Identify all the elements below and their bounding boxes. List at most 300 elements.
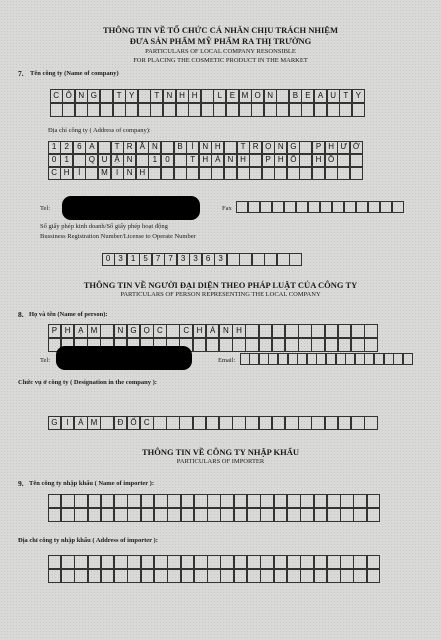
char-cell[interactable]: [353, 569, 367, 583]
char-cell[interactable]: H: [199, 154, 212, 167]
char-cell[interactable]: [314, 103, 327, 117]
char-cell[interactable]: [296, 201, 308, 213]
char-cell[interactable]: Í: [73, 167, 86, 180]
char-cell[interactable]: [101, 555, 115, 569]
char-cell[interactable]: [245, 338, 259, 352]
char-cell[interactable]: Ố: [287, 154, 300, 167]
char-cell[interactable]: À: [211, 154, 224, 167]
char-cell[interactable]: Ồ: [325, 154, 338, 167]
char-cell[interactable]: T: [113, 89, 126, 103]
importer-address-grid[interactable]: [48, 555, 380, 583]
char-cell[interactable]: [232, 416, 246, 430]
char-cell[interactable]: [299, 154, 312, 167]
char-cell[interactable]: [174, 167, 187, 180]
char-cell[interactable]: Ố: [127, 416, 141, 430]
char-cell[interactable]: [113, 103, 126, 117]
char-cell[interactable]: [300, 494, 314, 508]
char-cell[interactable]: [297, 353, 307, 365]
char-cell[interactable]: G: [48, 416, 62, 430]
char-cell[interactable]: [368, 201, 380, 213]
char-cell[interactable]: N: [199, 141, 212, 154]
char-cell[interactable]: [127, 508, 141, 522]
char-cell[interactable]: [213, 103, 226, 117]
char-cell[interactable]: N: [114, 324, 128, 338]
char-cell[interactable]: [181, 569, 195, 583]
char-cell[interactable]: [174, 154, 187, 167]
char-cell[interactable]: [344, 201, 356, 213]
char-cell[interactable]: [201, 103, 214, 117]
char-cell[interactable]: [239, 253, 252, 266]
char-cell[interactable]: [245, 324, 259, 338]
char-cell[interactable]: [272, 324, 286, 338]
char-cell[interactable]: Ạ: [74, 324, 88, 338]
char-cell[interactable]: [88, 555, 102, 569]
char-cell[interactable]: [325, 416, 339, 430]
char-cell[interactable]: [127, 494, 141, 508]
char-cell[interactable]: [351, 324, 365, 338]
char-cell[interactable]: 0: [48, 154, 61, 167]
char-cell[interactable]: H: [136, 167, 149, 180]
char-cell[interactable]: [312, 167, 325, 180]
char-cell[interactable]: M: [98, 167, 111, 180]
char-cell[interactable]: [351, 416, 365, 430]
char-cell[interactable]: [154, 555, 168, 569]
char-cell[interactable]: [237, 167, 250, 180]
char-cell[interactable]: [207, 555, 221, 569]
char-cell[interactable]: 1: [48, 141, 61, 154]
char-cell[interactable]: [224, 167, 237, 180]
char-cell[interactable]: [289, 253, 302, 266]
char-cell[interactable]: [274, 167, 287, 180]
char-cell[interactable]: [234, 508, 248, 522]
char-cell[interactable]: [299, 141, 312, 154]
char-cell[interactable]: 3: [214, 253, 227, 266]
char-cell[interactable]: [207, 494, 221, 508]
char-cell[interactable]: T: [186, 154, 199, 167]
char-cell[interactable]: [364, 353, 374, 365]
char-cell[interactable]: [234, 494, 248, 508]
char-cell[interactable]: [136, 154, 149, 167]
char-cell[interactable]: [154, 508, 168, 522]
char-cell[interactable]: [154, 569, 168, 583]
char-cell[interactable]: [353, 494, 367, 508]
char-cell[interactable]: [100, 416, 114, 430]
char-cell[interactable]: [239, 103, 252, 117]
char-cell[interactable]: [374, 353, 384, 365]
char-cell[interactable]: [74, 494, 88, 508]
char-cell[interactable]: N: [123, 167, 136, 180]
char-cell[interactable]: [259, 338, 273, 352]
char-cell[interactable]: [87, 103, 100, 117]
char-cell[interactable]: Ờ: [350, 141, 363, 154]
char-cell[interactable]: [224, 141, 237, 154]
char-cell[interactable]: P: [262, 154, 275, 167]
char-cell[interactable]: [207, 569, 221, 583]
char-cell[interactable]: [298, 416, 312, 430]
char-cell[interactable]: [285, 324, 299, 338]
char-cell[interactable]: [260, 555, 274, 569]
char-cell[interactable]: L: [213, 89, 226, 103]
char-cell[interactable]: 1: [127, 253, 140, 266]
char-cell[interactable]: [320, 201, 332, 213]
char-cell[interactable]: [61, 555, 75, 569]
char-cell[interactable]: [100, 89, 113, 103]
char-cell[interactable]: [355, 353, 365, 365]
char-cell[interactable]: [350, 154, 363, 167]
char-cell[interactable]: [327, 494, 341, 508]
char-cell[interactable]: [75, 103, 88, 117]
char-cell[interactable]: M: [239, 89, 252, 103]
char-cell[interactable]: 1: [148, 154, 161, 167]
char-cell[interactable]: [276, 103, 289, 117]
char-cell[interactable]: N: [148, 141, 161, 154]
char-cell[interactable]: [351, 338, 365, 352]
char-cell[interactable]: [61, 494, 75, 508]
char-cell[interactable]: [350, 167, 363, 180]
char-cell[interactable]: T: [150, 89, 163, 103]
char-cell[interactable]: [325, 324, 339, 338]
char-cell[interactable]: G: [287, 141, 300, 154]
char-cell[interactable]: O: [251, 89, 264, 103]
char-cell[interactable]: [219, 416, 233, 430]
char-cell[interactable]: [272, 338, 286, 352]
char-cell[interactable]: N: [264, 89, 277, 103]
company-name-grid[interactable]: [50, 89, 365, 117]
char-cell[interactable]: [278, 353, 288, 365]
char-cell[interactable]: [274, 569, 288, 583]
char-cell[interactable]: [220, 569, 234, 583]
char-cell[interactable]: [181, 555, 195, 569]
char-cell[interactable]: [114, 569, 128, 583]
char-cell[interactable]: [289, 103, 302, 117]
char-cell[interactable]: A: [314, 89, 327, 103]
char-cell[interactable]: [201, 89, 214, 103]
char-cell[interactable]: [247, 569, 261, 583]
char-cell[interactable]: [100, 103, 113, 117]
char-cell[interactable]: [249, 154, 262, 167]
char-cell[interactable]: [287, 555, 301, 569]
char-cell[interactable]: [141, 569, 155, 583]
char-cell[interactable]: N: [75, 89, 88, 103]
char-cell[interactable]: [308, 201, 320, 213]
char-cell[interactable]: [403, 353, 413, 365]
char-cell[interactable]: [88, 494, 102, 508]
char-cell[interactable]: [226, 103, 239, 117]
char-cell[interactable]: Ì: [186, 141, 199, 154]
char-cell[interactable]: [148, 167, 161, 180]
char-cell[interactable]: [367, 508, 381, 522]
char-cell[interactable]: 0: [161, 154, 174, 167]
char-cell[interactable]: [248, 201, 260, 213]
char-cell[interactable]: [206, 416, 220, 430]
char-cell[interactable]: [380, 201, 392, 213]
char-cell[interactable]: [274, 508, 288, 522]
char-cell[interactable]: [311, 338, 325, 352]
char-cell[interactable]: E: [301, 89, 314, 103]
char-cell[interactable]: [264, 253, 277, 266]
char-cell[interactable]: [101, 508, 115, 522]
char-cell[interactable]: 6: [73, 141, 86, 154]
char-cell[interactable]: M: [87, 324, 101, 338]
char-cell[interactable]: [154, 494, 168, 508]
char-cell[interactable]: [181, 494, 195, 508]
char-cell[interactable]: I: [61, 416, 75, 430]
char-cell[interactable]: [316, 353, 326, 365]
char-cell[interactable]: [300, 569, 314, 583]
char-cell[interactable]: [314, 494, 328, 508]
char-cell[interactable]: U: [98, 154, 111, 167]
char-cell[interactable]: [287, 494, 301, 508]
char-cell[interactable]: [288, 353, 298, 365]
char-cell[interactable]: 3: [114, 253, 127, 266]
char-cell[interactable]: [161, 141, 174, 154]
char-cell[interactable]: [194, 494, 208, 508]
char-cell[interactable]: [325, 338, 339, 352]
char-cell[interactable]: 6: [202, 253, 215, 266]
char-cell[interactable]: G: [127, 324, 141, 338]
char-cell[interactable]: [353, 508, 367, 522]
char-cell[interactable]: [249, 353, 259, 365]
char-cell[interactable]: [301, 103, 314, 117]
char-cell[interactable]: [167, 555, 181, 569]
char-cell[interactable]: [48, 555, 62, 569]
char-cell[interactable]: [193, 416, 207, 430]
char-cell[interactable]: [367, 555, 381, 569]
char-cell[interactable]: [85, 167, 98, 180]
char-cell[interactable]: 7: [152, 253, 165, 266]
char-cell[interactable]: [264, 103, 277, 117]
char-cell[interactable]: [272, 201, 284, 213]
char-cell[interactable]: [338, 416, 352, 430]
char-cell[interactable]: [298, 324, 312, 338]
char-cell[interactable]: [194, 555, 208, 569]
char-cell[interactable]: [332, 201, 344, 213]
char-cell[interactable]: [259, 416, 273, 430]
char-cell[interactable]: [262, 167, 275, 180]
char-cell[interactable]: [232, 338, 246, 352]
char-cell[interactable]: T: [339, 89, 352, 103]
char-cell[interactable]: [125, 103, 138, 117]
char-cell[interactable]: P: [48, 324, 62, 338]
char-cell[interactable]: [98, 141, 111, 154]
char-cell[interactable]: Ầ: [136, 141, 149, 154]
char-cell[interactable]: [299, 167, 312, 180]
char-cell[interactable]: H: [211, 141, 224, 154]
char-cell[interactable]: 3: [177, 253, 190, 266]
char-cell[interactable]: Ô: [62, 89, 75, 103]
char-cell[interactable]: [101, 494, 115, 508]
company-address-grid[interactable]: [48, 141, 363, 180]
char-cell[interactable]: [163, 103, 176, 117]
char-cell[interactable]: [259, 324, 273, 338]
char-cell[interactable]: [74, 569, 88, 583]
char-cell[interactable]: G: [87, 89, 100, 103]
char-cell[interactable]: [88, 508, 102, 522]
char-cell[interactable]: [114, 508, 128, 522]
char-cell[interactable]: R: [249, 141, 262, 154]
char-cell[interactable]: 0: [102, 253, 115, 266]
char-cell[interactable]: [245, 416, 259, 430]
char-cell[interactable]: [285, 338, 299, 352]
char-cell[interactable]: [220, 555, 234, 569]
char-cell[interactable]: [62, 103, 75, 117]
char-cell[interactable]: [194, 508, 208, 522]
char-cell[interactable]: [181, 508, 195, 522]
char-cell[interactable]: [272, 416, 286, 430]
char-cell[interactable]: [345, 353, 355, 365]
char-cell[interactable]: N: [224, 154, 237, 167]
char-cell[interactable]: T: [237, 141, 250, 154]
char-cell[interactable]: [101, 569, 115, 583]
char-cell[interactable]: H: [61, 324, 75, 338]
char-cell[interactable]: N: [219, 324, 233, 338]
char-cell[interactable]: I: [111, 167, 124, 180]
char-cell[interactable]: [307, 353, 317, 365]
char-cell[interactable]: [277, 253, 290, 266]
char-cell[interactable]: [194, 569, 208, 583]
char-cell[interactable]: [327, 103, 340, 117]
char-cell[interactable]: [207, 508, 221, 522]
char-cell[interactable]: Ậ: [111, 154, 124, 167]
char-cell[interactable]: [61, 508, 75, 522]
char-cell[interactable]: H: [188, 89, 201, 103]
char-cell[interactable]: [61, 569, 75, 583]
char-cell[interactable]: [176, 103, 189, 117]
char-cell[interactable]: [340, 569, 354, 583]
char-cell[interactable]: [236, 201, 248, 213]
char-cell[interactable]: [367, 569, 381, 583]
char-cell[interactable]: [284, 201, 296, 213]
char-cell[interactable]: [326, 353, 336, 365]
char-cell[interactable]: Q: [85, 154, 98, 167]
char-cell[interactable]: [314, 508, 328, 522]
char-cell[interactable]: R: [123, 141, 136, 154]
char-cell[interactable]: H: [312, 154, 325, 167]
char-cell[interactable]: [252, 253, 265, 266]
char-cell[interactable]: [338, 338, 352, 352]
char-cell[interactable]: [220, 494, 234, 508]
char-cell[interactable]: N: [163, 89, 176, 103]
char-cell[interactable]: [392, 201, 404, 213]
char-cell[interactable]: [251, 103, 264, 117]
char-cell[interactable]: [260, 201, 272, 213]
license-grid[interactable]: [102, 253, 302, 266]
char-cell[interactable]: [327, 555, 341, 569]
char-cell[interactable]: H: [60, 167, 73, 180]
char-cell[interactable]: [88, 569, 102, 583]
char-cell[interactable]: P: [312, 141, 325, 154]
char-cell[interactable]: [188, 103, 201, 117]
char-cell[interactable]: [73, 154, 86, 167]
char-cell[interactable]: [287, 569, 301, 583]
char-cell[interactable]: [364, 416, 378, 430]
char-cell[interactable]: [274, 494, 288, 508]
char-cell[interactable]: [356, 201, 368, 213]
char-cell[interactable]: [285, 416, 299, 430]
char-cell[interactable]: [276, 89, 289, 103]
char-cell[interactable]: [48, 494, 62, 508]
char-cell[interactable]: [336, 353, 346, 365]
char-cell[interactable]: [268, 353, 278, 365]
char-cell[interactable]: [219, 338, 233, 352]
char-cell[interactable]: [206, 338, 220, 352]
char-cell[interactable]: [141, 494, 155, 508]
char-cell[interactable]: [227, 253, 240, 266]
char-cell[interactable]: T: [111, 141, 124, 154]
designation-grid[interactable]: [48, 416, 378, 430]
char-cell[interactable]: 1: [60, 154, 73, 167]
char-cell[interactable]: [127, 555, 141, 569]
char-cell[interactable]: [314, 555, 328, 569]
char-cell[interactable]: M: [87, 416, 101, 430]
char-cell[interactable]: C: [179, 324, 193, 338]
char-cell[interactable]: [340, 494, 354, 508]
char-cell[interactable]: A: [85, 141, 98, 154]
person-email-grid[interactable]: [240, 353, 413, 365]
char-cell[interactable]: [247, 508, 261, 522]
char-cell[interactable]: [311, 324, 325, 338]
char-cell[interactable]: [48, 569, 62, 583]
char-cell[interactable]: [220, 508, 234, 522]
char-cell[interactable]: [234, 555, 248, 569]
char-cell[interactable]: C: [48, 167, 61, 180]
char-cell[interactable]: [138, 103, 151, 117]
char-cell[interactable]: [367, 494, 381, 508]
char-cell[interactable]: [327, 508, 341, 522]
char-cell[interactable]: H: [274, 154, 287, 167]
char-cell[interactable]: Á: [74, 416, 88, 430]
char-cell[interactable]: Đ: [114, 416, 128, 430]
char-cell[interactable]: [211, 167, 224, 180]
char-cell[interactable]: B: [289, 89, 302, 103]
char-cell[interactable]: Y: [125, 89, 138, 103]
char-cell[interactable]: Á: [206, 324, 220, 338]
char-cell[interactable]: [337, 167, 350, 180]
char-cell[interactable]: [100, 324, 114, 338]
char-cell[interactable]: [247, 494, 261, 508]
char-cell[interactable]: [247, 555, 261, 569]
char-cell[interactable]: [150, 103, 163, 117]
char-cell[interactable]: Ư: [337, 141, 350, 154]
char-cell[interactable]: [340, 508, 354, 522]
char-cell[interactable]: H: [237, 154, 250, 167]
char-cell[interactable]: N: [274, 141, 287, 154]
char-cell[interactable]: [166, 324, 180, 338]
char-cell[interactable]: C: [153, 324, 167, 338]
char-cell[interactable]: N: [123, 154, 136, 167]
char-cell[interactable]: [384, 353, 394, 365]
char-cell[interactable]: B: [174, 141, 187, 154]
char-cell[interactable]: [186, 167, 199, 180]
char-cell[interactable]: H: [193, 324, 207, 338]
char-cell[interactable]: [141, 508, 155, 522]
char-cell[interactable]: [161, 167, 174, 180]
char-cell[interactable]: [166, 416, 180, 430]
char-cell[interactable]: [311, 416, 325, 430]
char-cell[interactable]: C: [50, 89, 63, 103]
char-cell[interactable]: [138, 89, 151, 103]
char-cell[interactable]: [327, 569, 341, 583]
char-cell[interactable]: H: [232, 324, 246, 338]
company-fax-grid[interactable]: [236, 201, 404, 213]
char-cell[interactable]: [300, 555, 314, 569]
char-cell[interactable]: [352, 103, 365, 117]
char-cell[interactable]: [167, 508, 181, 522]
char-cell[interactable]: 2: [60, 141, 73, 154]
char-cell[interactable]: [274, 555, 288, 569]
char-cell[interactable]: [199, 167, 212, 180]
importer-name-grid[interactable]: [48, 494, 380, 522]
